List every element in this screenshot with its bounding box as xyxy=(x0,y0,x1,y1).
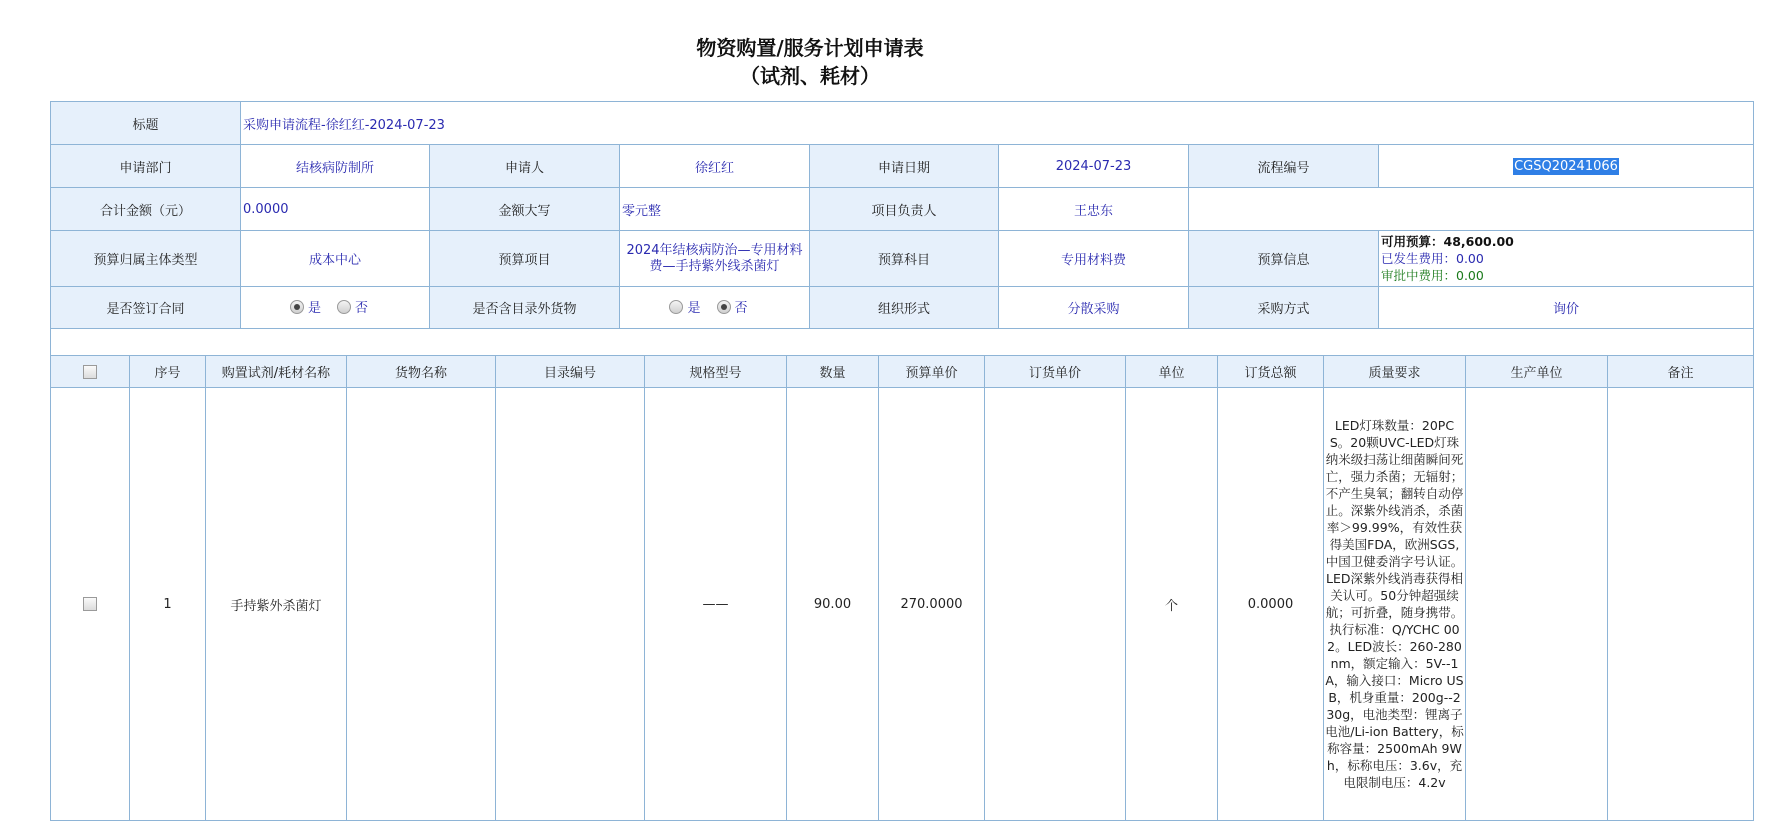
cell-remark xyxy=(1608,388,1754,821)
flow-no-value[interactable]: CGSQ20241066 xyxy=(1514,158,1618,174)
cell-order-price xyxy=(985,388,1126,821)
outside-catalog-yes-radio[interactable] xyxy=(669,300,683,314)
select-all-checkbox[interactable] xyxy=(83,365,97,379)
dept-value: 结核病防制所 xyxy=(241,145,430,188)
contract-radio-group xyxy=(241,287,430,329)
budget-info-value xyxy=(1379,231,1754,287)
application-form-table xyxy=(50,101,1754,360)
cell-budget-price: 270.0000 xyxy=(879,388,985,821)
budget-approving: 审批中费用：0.00 xyxy=(1381,268,1484,283)
budget-subject-value: 专用材料费 xyxy=(999,231,1189,287)
applicant-value: 徐红红 xyxy=(620,145,810,188)
applicant-label: 申请人 xyxy=(430,145,620,188)
col-header-quantity: 数量 xyxy=(787,356,879,388)
col-header-catalog-no: 目录编号 xyxy=(496,356,645,388)
outside-catalog-radio-group xyxy=(620,287,810,329)
amount-words-label: 金额大写 xyxy=(430,188,620,231)
cell-seq: 1 xyxy=(130,388,206,821)
budget-item-value: 2024年结核病防治—专用材料费—手持紫外线杀菌灯 xyxy=(620,231,810,287)
budget-info-label: 预算信息 xyxy=(1189,231,1379,287)
leader-value: 王忠东 xyxy=(999,188,1189,231)
col-header-goods-name: 货物名称 xyxy=(347,356,496,388)
cell-reagent-name: 手持紫外杀菌灯 xyxy=(206,388,347,821)
col-header-seq: 序号 xyxy=(130,356,206,388)
purchase-method-label: 采购方式 xyxy=(1189,287,1379,329)
empty-cell xyxy=(1189,188,1754,231)
contract-no-radio[interactable] xyxy=(337,300,351,314)
budget-used: 已发生费用：0.00 xyxy=(1381,251,1484,266)
title-value: 采购申请流程-徐红红-2024-07-23 xyxy=(241,102,1754,145)
col-header-spec: 规格型号 xyxy=(645,356,787,388)
col-header-remark: 备注 xyxy=(1608,356,1754,388)
cell-quality: LED灯珠数量：20PCS。20颗UVC-LED灯珠纳米级扫荡让细菌瞬间死亡，强力杀菌；无辐射；不产生臭氧；翻转自动停止。深紫外线消杀，杀菌率＞99.99%，有效性获得美国FDA，欧洲SGS,中国卫健委消字号认证。LED深紫外线消毒获得相关认可。50分钟超强续航；可折叠，随身携带。执行标准：Q/YCHC 002。LED波长：260-280nm，额定输入：5V--1A，输入接口：Micro USB，机身重量：200g--230g，电池类型：锂离子电池/Li-ion Battery，标称容量：2500mAh 9Wh，标称电压：3.6v，充电限制电压：4.2v xyxy=(1324,388,1466,821)
budget-subject-label: 预算科目 xyxy=(810,231,999,287)
contract-no-label: 否 xyxy=(355,301,369,317)
cell-catalog-no xyxy=(496,388,645,821)
col-header-order-price: 订货单价 xyxy=(985,356,1126,388)
page-subtitle: （试剂、耗材） xyxy=(740,64,880,88)
purchase-method-value: 询价 xyxy=(1379,287,1754,329)
org-form-label: 组织形式 xyxy=(810,287,999,329)
amount-words-value: 零元整 xyxy=(620,188,810,231)
total-value: 0.0000 xyxy=(241,188,430,231)
contract-yes-radio[interactable] xyxy=(290,300,304,314)
page-title: 物资购置/服务计划申请表 xyxy=(696,36,924,60)
budget-item-label: 预算项目 xyxy=(430,231,620,287)
col-header-budget-price: 预算单价 xyxy=(879,356,985,388)
col-header-order-total: 订货总额 xyxy=(1218,356,1324,388)
cell-unit: 个 xyxy=(1126,388,1218,821)
col-header-quality: 质量要求 xyxy=(1324,356,1466,388)
outside-catalog-yes-label: 是 xyxy=(687,301,701,317)
contract-label: 是否签订合同 xyxy=(51,287,241,329)
page-title-block xyxy=(0,34,1620,90)
cell-order-total: 0.0000 xyxy=(1218,388,1324,821)
contract-yes-label: 是 xyxy=(307,301,321,317)
title-label: 标题 xyxy=(51,102,241,145)
cell-manufacturer xyxy=(1466,388,1608,821)
row-select-cell xyxy=(51,388,130,821)
budget-available: 可用预算：48,600.00 xyxy=(1381,234,1514,249)
items-table xyxy=(50,355,1754,821)
outside-catalog-no-label: 否 xyxy=(734,301,748,317)
table-row xyxy=(51,388,1754,821)
cell-spec: —— xyxy=(645,388,787,821)
apply-date-value: 2024-07-23 xyxy=(999,145,1189,188)
select-all-cell xyxy=(51,356,130,388)
flow-no-label: 流程编号 xyxy=(1189,145,1379,188)
budget-owner-value: 成本中心 xyxy=(241,231,430,287)
outside-catalog-label: 是否含目录外货物 xyxy=(430,287,620,329)
apply-date-label: 申请日期 xyxy=(810,145,999,188)
col-header-manufacturer: 生产单位 xyxy=(1466,356,1608,388)
cell-goods-name xyxy=(347,388,496,821)
flow-no-cell[interactable] xyxy=(1379,145,1754,188)
col-header-unit: 单位 xyxy=(1126,356,1218,388)
leader-label: 项目负责人 xyxy=(810,188,999,231)
outside-catalog-no-radio[interactable] xyxy=(717,300,731,314)
col-header-reagent-name: 购置试剂/耗材名称 xyxy=(206,356,347,388)
items-header-row xyxy=(51,356,1754,388)
dept-label: 申请部门 xyxy=(51,145,241,188)
row-checkbox[interactable] xyxy=(83,597,97,611)
cell-quantity: 90.00 xyxy=(787,388,879,821)
org-form-value: 分散采购 xyxy=(999,287,1189,329)
budget-owner-label: 预算归属主体类型 xyxy=(51,231,241,287)
total-label: 合计金额（元） xyxy=(51,188,241,231)
